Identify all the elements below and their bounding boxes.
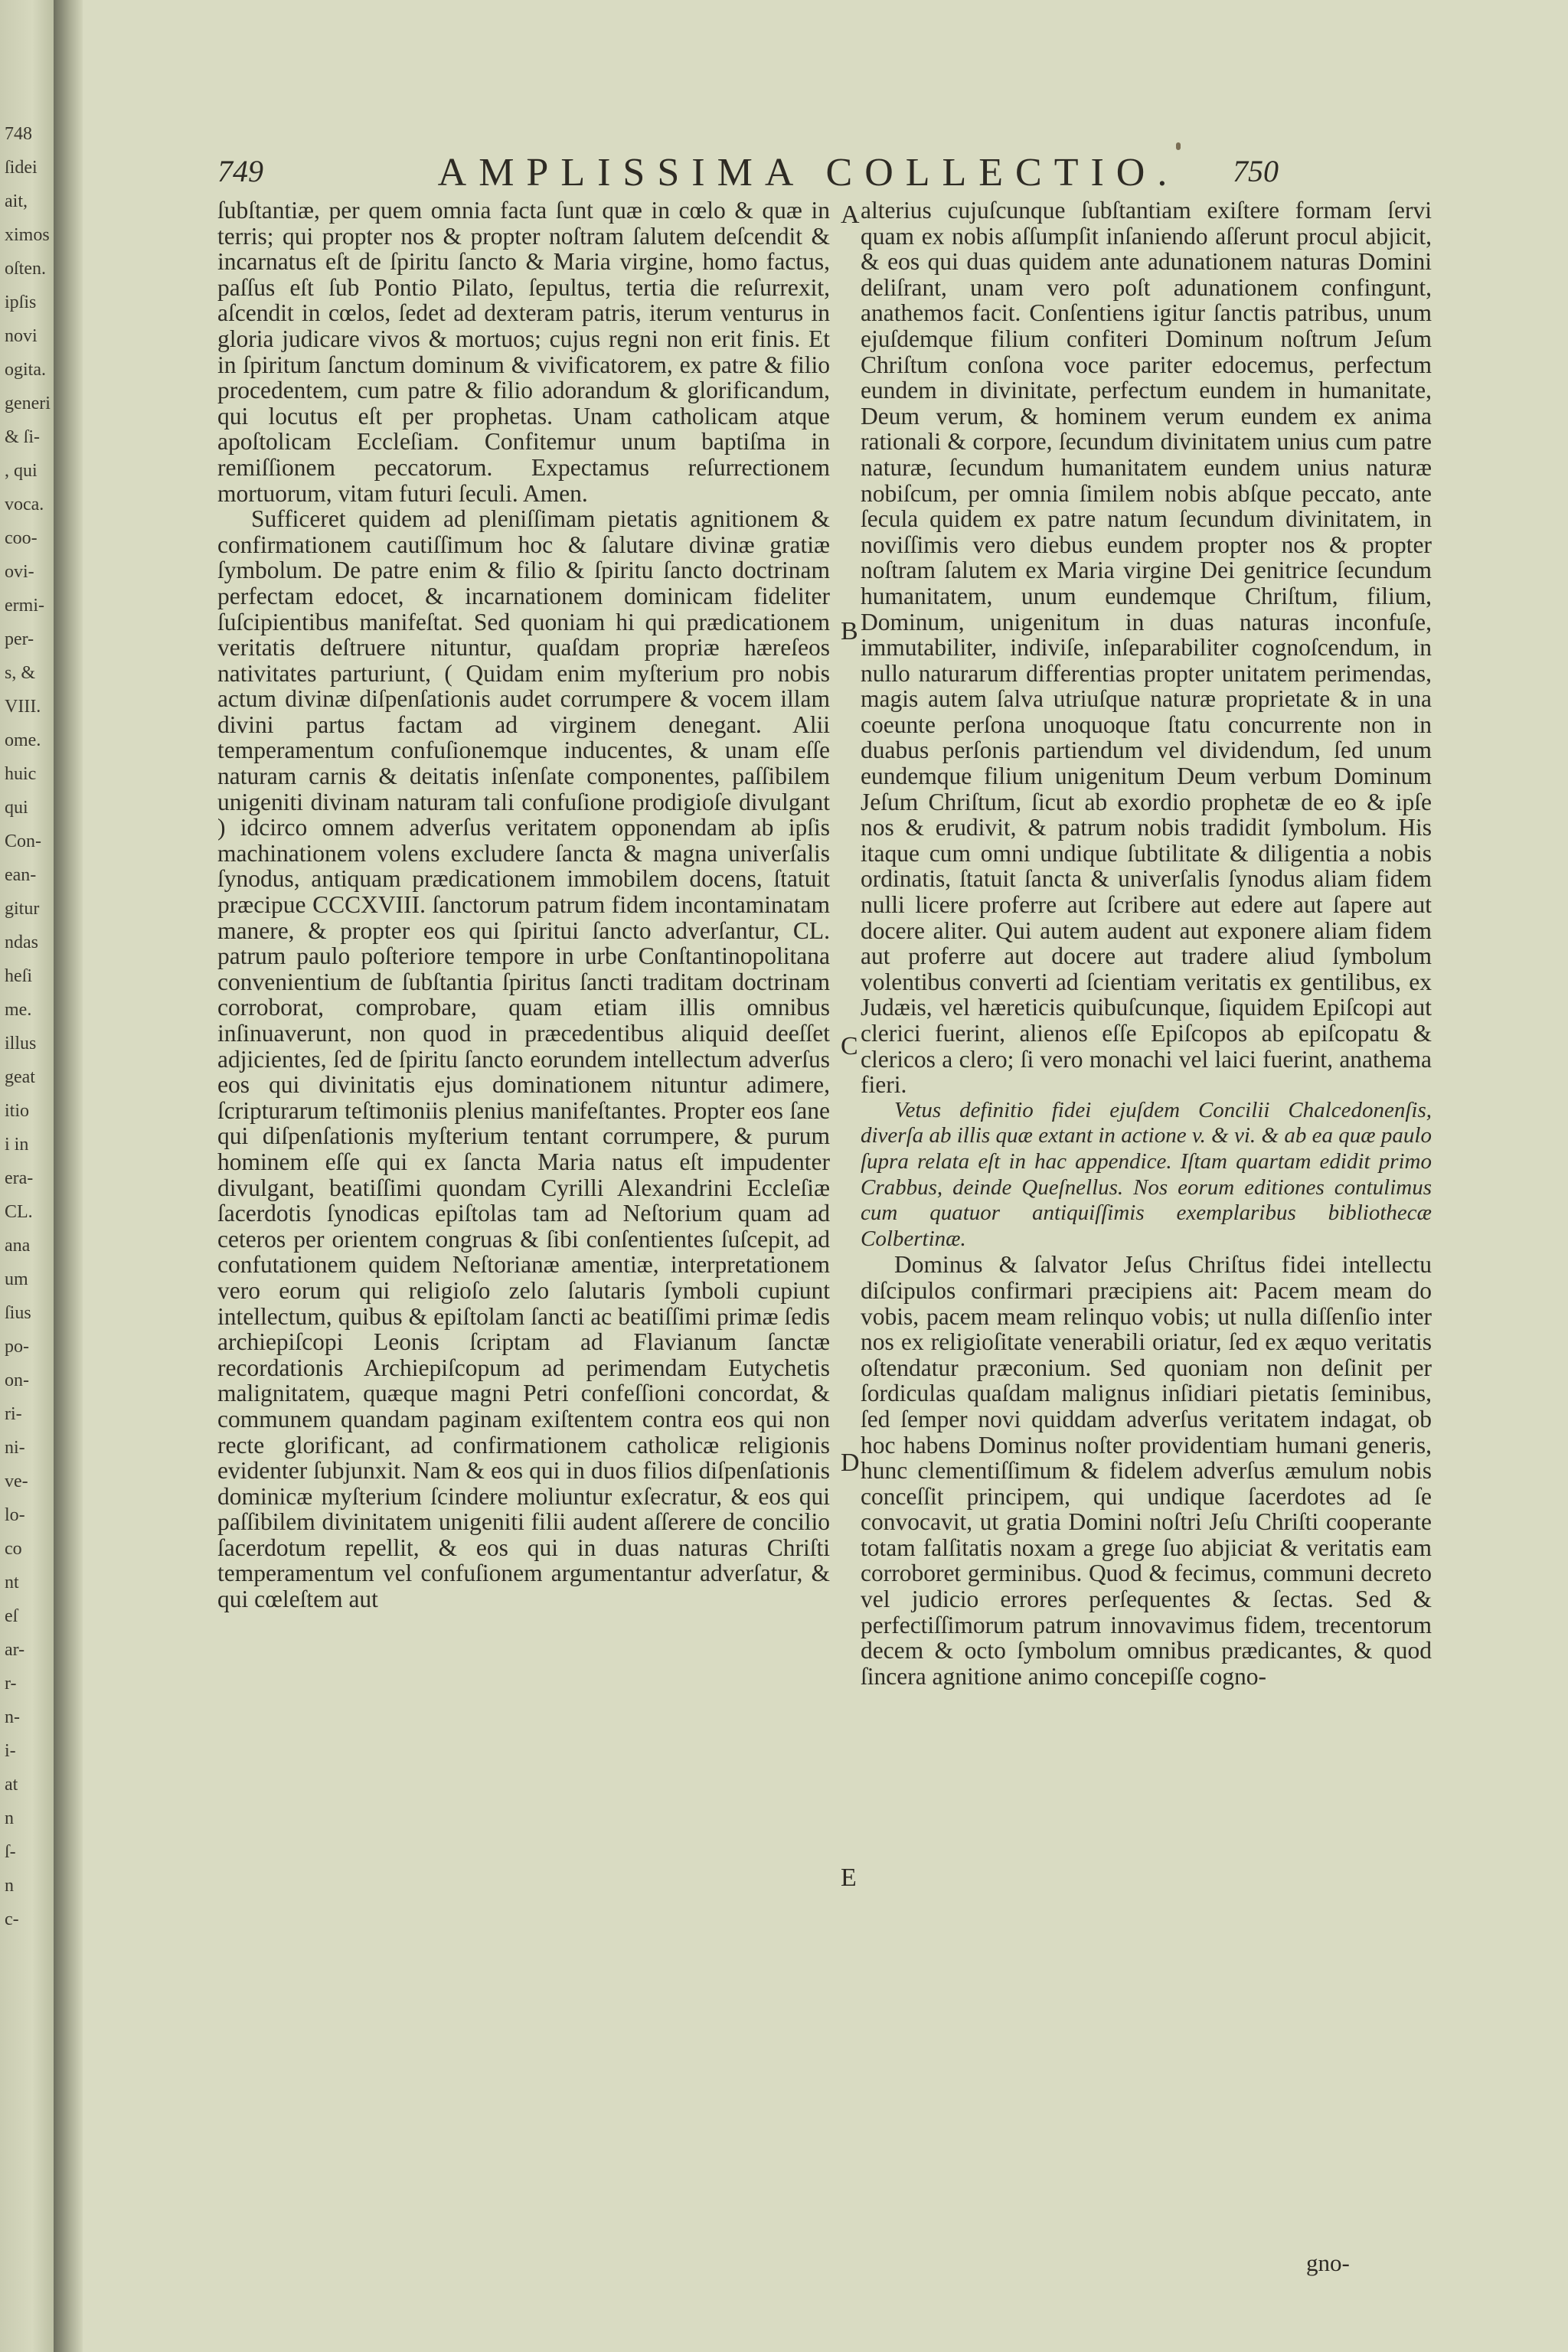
editorial-note: Vetus definitio fidei ejuſdem Concilii Chalcedonenſis, diverſa ab illis quæ extant in actione v. & vi. & ab ea quæ paulo ſupra relata eſt in hac appendice. Iſtam quartam edidit primo Crabbus, deinde Queſnellus. Nos eorum editiones contulimus cum quatuor antiquiſſimis exemplaribus bibliothecæ Colbertinæ. <box>861 1097 1432 1251</box>
fragment-text: ni- <box>5 1438 25 1458</box>
fragment-text: c- <box>5 1909 19 1929</box>
running-title: AMPLISSIMA COLLECTIO. <box>437 151 1180 194</box>
fragment-text: coo- <box>5 528 38 548</box>
fragment-text: ana <box>5 1236 31 1256</box>
margin-marker-c: C <box>841 1032 858 1060</box>
fragment-text: & ſi- <box>5 427 40 447</box>
fragment-text: ve- <box>5 1472 28 1491</box>
fragment-text: ximos <box>5 225 50 245</box>
margin-marker-d: D <box>841 1449 860 1477</box>
right-column <box>861 198 1432 1689</box>
fragment-text: per- <box>5 629 34 649</box>
fragment-text: at <box>5 1775 18 1795</box>
left-column <box>217 198 830 1612</box>
fragment-text: ermi- <box>5 596 44 616</box>
fragment-text: ri- <box>5 1404 22 1424</box>
fragment-text: ovi- <box>5 562 34 582</box>
paragraph: ſubſtantiæ, per quem omnia facta ſunt quæ in cœlo & quæ in terris; qui propter nos & propter noſtram ſalutem deſcendit & incarnatus eſt de ſpiritu ſancto & Maria virgine, homo factus, paſſus eſt ſub Pontio Pilato, ſepultus, tertia die reſurrexit, aſcendit in cœlos, ſedet ad dexteram patris, iterum venturus in gloria judicare vivos & mortuos; cujus regni non erit finis. Et in ſpiritum ſanctum dominum & vivificatorem, ex patre & filio procedentem, cum patre & filio adorandum & glorificandum, qui locutus eſt per prophetas. Unam catholicam atque apoſtolicam Eccleſiam. Confitemur unum baptiſma in remiſſionem peccatorum. Expectamus reſurrectionem mortuorum, vitam futuri ſeculi. Amen. <box>217 197 830 507</box>
paragraph: Sufficeret quidem ad pleniſſimam pietatis agnitionem & confirmationem cautiſſimum hoc & ſalutare divinæ gratiæ ſymbolum. De patre enim & filio & ſpiritu ſancto doctrinam perfectam edocet, & incarnationem dominicam fideliter ſuſcipientibus manifeſtat. Sed quoniam hi qui prædicationem veritatis deſtruere nituntur, quaſdam propriæ hæreſeos nativitates parturiunt, ( Quidam enim myſterium pro nobis actum divinæ diſpenſationis audet corrumpere & vocem illam divini partus factam ad virginem denegant. Alii temperamentum confuſionemque inducentes, & unam eſſe naturam carnis & deitatis inſenſate componentes, paſſibilem unigeniti divinam naturam tali confuſione prodigioſe divulgant ) idcirco omnem adverſus veritatem opponendam ab ipſis machinationem volens excludere ſancta & magna univerſalis ſynodus, antiquam prædicationem immobilem docens, ſtatuit præcipue CCCXVIII. ſanctorum patrum fidem incontaminatam manere, & propter eos qui ſpiritui ſancto adverſantur, CL. patrum paulo poſteriore tempore in urbe Conſtantinopolitana convenientium de ſubſtantia ſpiritus ſancti traditam doctrinam corroborat, comprobare, quam etiam illis omnibus inſinuaverunt, non quod in præcedentibus aliquid deeſſet adjicientes, ſed de ſpiritu ſancto eorundem intellectum adverſus eos qui divinitatis ejus dominationem nituntur adimere, ſcripturarum teſtimoniis plenius manifeſtantes. Propter eos ſane qui diſpenſationis myſterium tentant corrumpere, & purum hominem eſſe qui ex ſancta Maria natus eſt impudenter divulgant, beatiſſimi quondam Cyrilli Alexandrini Eccleſiæ ſacerdotis ſynodicas epiſtolas tam ad Neſtorium quam ad ceteros per orientem congruas & ſibi conſentientes ſuſcepit, ad confutationem quidem Neſtorianæ amentiæ, interpretationem vero eorum qui religioſo zelo ſalutaris ſymboli cupiunt intellectum, quibus & epiſtolam ſancti ac beatiſſimi primæ ſedis archiepiſcopi Leonis ſcriptam ad Flavianum ſanctæ recordationis Archiepiſcopum ad perimendam Eutychetis malignitatem, quæque magni Petri confeſſioni concordat, & communem quandam paginam exiſtentem contra eos qui non recte glorificant, ad confirmationem catholicæ religionis evidenter ſubjunxit. Nam & eos qui in duos filios diſpenſationis dominicæ myſterium ſcindere moliuntur exſecratur, & eos qui paſſibilem divinitatem unigeniti filii audent aſſerere de concilio ſacerdotum repellit, & eos qui in duas naturas Chriſti temperamentum vel confuſionem argumentantur adverſatur, & qui cœleſtem aut <box>217 505 830 1613</box>
fragment-text: ſius <box>5 1303 31 1323</box>
page-number-left: 749 <box>217 154 263 188</box>
fragment-text: VIII. <box>5 697 41 717</box>
catchword: gno- <box>1306 2249 1350 2276</box>
fragment-text: n <box>5 1876 14 1896</box>
fragment-text: illus <box>5 1034 37 1054</box>
fragment-text: novi <box>5 326 38 346</box>
fragment-text: me. <box>5 1000 32 1020</box>
fragment-text: generi <box>5 394 51 413</box>
fragment-text: Con- <box>5 831 41 851</box>
fragment-text: on- <box>5 1370 29 1390</box>
fragment-text: ean- <box>5 865 37 885</box>
fragment-text: geat <box>5 1067 35 1087</box>
fragment-text: huic <box>5 764 37 784</box>
book-gutter <box>54 0 83 2352</box>
fragment-text: ſidei <box>5 158 38 178</box>
paragraph: alterius cujuſcunque ſubſtantiam exiſtere formam ſervi quam ex nobis aſſumpſit inſaniendo aſſerunt procul abjicit, & eos qui duas quidem ante adunationem naturas Domini deliſrant, unam vero poſt adunationem confingunt, anathemos facit. Conſentiens igitur ſanctis patribus, unum ejuſdemque filium confiteri Dominum noſtrum Jeſum Chriſtum conſona voce pariter edocemus, perfectum eundem in divinitate, perfectum eundem in humanitate, Deum verum, & hominem verum eundem ex anima rationali & corpore, ſecundum divinitatem unius cum patre naturæ, ſecundum humanitatem eundem unius naturæ nobiſcum, per omnia ſimilem nobis abſque peccato, ante ſecula quidem ex patre natum ſecundum divinitatem, in noviſſimis vero diebus eundem propter nos & propter noſtram ſalutem ex Maria virgine Dei genitrice ſecundum humanitatem, unum eundemque Chriſtum, filium, Dominum, unigenitum in duas naturas inconfuſe, immutabiliter, indiviſe, inſeparabiliter cognoſcendum, in nullo naturarum differentias propter unitatem perimendas, magis autem ſalva utriuſque naturæ proprietate & in una coeunte perſona unoquoque ſtatu concurrente non in duabus perſonis partiendum vel dividendum, ſed unum eundemque filium unigenitum Deum verbum Dominum Jeſum Chriſtum, ſicut ab exordio prophetæ de eo & ipſe nos & erudivit, & patrum nobis tradidit ſymbolum. His itaque cum omni undique ſubtilitate & diligentia a nobis ordinatis, ſtatuit ſancta & univerſalis ſynodus aliam fidem nulli licere proferre aut ſcribere aut edere aut ſapere aut docere aliter. Qui autem audent aut exponere aliam fidem aut proferre aut docere aut tradere aliud ſymbolum volentibus converti ad ſcientiam veritatis ex gentilibus, ex Judæis, vel hæreticis quibuſcunque, ſiquidem Epiſcopi aut clerici fuerint, alienos eſſe Epiſcopos ab epiſcopatu & clericos a clero; ſi vero monachi vel laici fuerint, anathema fieri. <box>861 197 1432 1099</box>
fragment-text: CL. <box>5 1202 33 1222</box>
fragment-text: s, & <box>5 663 36 683</box>
fragment-text: ogita. <box>5 360 46 380</box>
fragment-text: ar- <box>5 1640 25 1660</box>
page-number-right: 750 <box>1233 154 1279 188</box>
fragment-text: voca. <box>5 495 44 514</box>
fragment-text: i- <box>5 1741 16 1761</box>
margin-marker-b: B <box>841 617 858 645</box>
fragment-text: 748 <box>5 124 32 144</box>
fragment-text: , qui <box>5 461 38 481</box>
fragment-text: qui <box>5 798 28 818</box>
margin-marker-e: E <box>841 1864 857 1892</box>
paragraph: Dominus & ſalvator Jeſus Chriſtus fidei intellectu diſcipulos confirmari præcipiens ait: Pacem meam do vobis, pacem meam relinquo vobis; ut nulla diſſenſio inter nos ex religioſitate venerabili oriatur, ſed ex æquo veritatis oſtendatur præconium. Sed quoniam non deſinit per ſordiculas quaſdam malignus inſidiari pietatis ſeminibus, ſed ſemper novi quiddam adverſus veritatem indagat, ob hoc habens Dominus noſter providentiam humani generis, hunc clementiſſimum & fidelem adverſus æmulum nobis conceſſit principem, qui undique ſacerdotes ad ſe convocavit, ut gratia Domini noſtri Jeſu Chriſti cooperante totam falſitatis noxam a grege ſuo abjiciat & veritatis eam corroboret germinibus. Quod & fecimus, communi decreto vel judicio errores perſequentes & ſectas. Sed & perfectiſſimorum patrum innovavimus fidem, trecentorum decem & octo ſymbolum omnibus prædicantes, & quod ſincera agnitione animo concepiſſe cogno- <box>861 1251 1432 1690</box>
fragment-text: ndas <box>5 933 38 952</box>
fragment-text: i in <box>5 1135 29 1155</box>
fragment-text: era- <box>5 1168 34 1188</box>
fragment-text: itio <box>5 1101 30 1121</box>
adjacent-page-fragment <box>0 0 54 2352</box>
fragment-text: n <box>5 1808 14 1828</box>
fragment-text: nt <box>5 1573 19 1592</box>
fragment-text: ait, <box>5 191 28 211</box>
ink-speck <box>1176 142 1181 150</box>
fragment-text: gitur <box>5 899 40 919</box>
fragment-text: r- <box>5 1674 17 1694</box>
fragment-text: heſi <box>5 966 32 986</box>
fragment-text: ſ- <box>5 1842 16 1862</box>
fragment-text: um <box>5 1269 28 1289</box>
book-page <box>83 0 1568 2352</box>
fragment-text: eſ <box>5 1606 18 1626</box>
fragment-text: po- <box>5 1337 29 1357</box>
fragment-text: n- <box>5 1707 20 1727</box>
fragment-text: co <box>5 1539 22 1559</box>
margin-marker-a: A <box>841 201 860 229</box>
fragment-text: oſten. <box>5 259 46 279</box>
fragment-text: ome. <box>5 730 41 750</box>
fragment-text: ipſis <box>5 292 37 312</box>
fragment-text: lo- <box>5 1505 25 1525</box>
